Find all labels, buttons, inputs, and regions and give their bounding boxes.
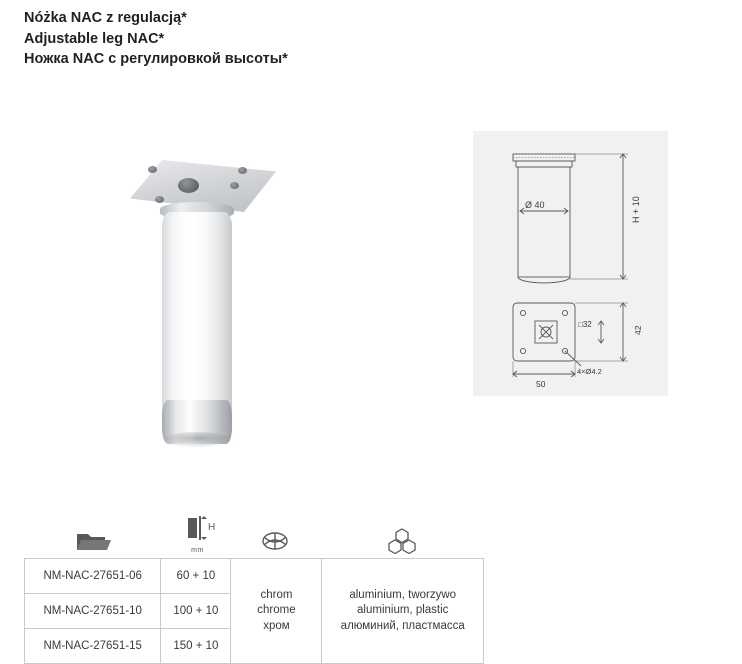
product-variants-table [24, 558, 484, 664]
screw-hole-2 [230, 182, 239, 189]
holes-label: 4×Ø4.2 [577, 367, 602, 376]
screw-hole-4 [238, 167, 247, 174]
code-icon-cell [24, 528, 164, 558]
leg-shadow [160, 432, 234, 448]
finish-icon-cell [231, 528, 319, 558]
cell-code: NM-NAC-27651-06 [25, 559, 161, 594]
width-label: 50 [536, 379, 546, 389]
technical-drawing-svg [473, 131, 668, 396]
specification-table [24, 508, 504, 664]
finish-line-en: chrome [257, 604, 296, 617]
svg-text:H: H [207, 522, 215, 533]
cell-height: 100 + 10 [161, 594, 231, 629]
finish-swatch-icon [258, 528, 292, 554]
screw-hole-1 [148, 166, 157, 173]
units-label: mm [191, 547, 204, 554]
diameter-label: Ø 40 [525, 200, 545, 210]
cell-code: NM-NAC-27651-15 [25, 629, 161, 664]
finish-line-pl: chrom [260, 588, 293, 601]
title-ru: Ножка NAC с регулировкой высоты* [24, 51, 288, 68]
technical-drawing-panel [473, 131, 668, 396]
cell-height: 60 + 10 [161, 559, 231, 594]
height-icon-cell [164, 514, 231, 558]
product-titles [24, 8, 288, 70]
table-icon-header-row [24, 508, 504, 558]
cell-code: NM-NAC-27651-10 [25, 594, 161, 629]
folder-icon [75, 528, 113, 554]
table-row [25, 559, 484, 594]
height-label: H + 10 [631, 196, 641, 223]
title-pl: Nóżka NAC z regulacją* [24, 10, 187, 26]
cell-finish [231, 559, 322, 664]
cell-material [322, 559, 484, 664]
material-cubes-icon [385, 526, 419, 554]
center-hole [178, 178, 199, 193]
title-en: Adjustable leg NAC* [24, 30, 165, 47]
finish-line-ru: хром [263, 619, 290, 632]
square-label: □32 [578, 320, 592, 329]
material-line-pl: aluminium, tworzywo [349, 588, 457, 601]
material-line-ru: алюминий, пластмасса [340, 619, 465, 632]
material-icon-cell [319, 526, 484, 558]
depth-label: 42 [633, 325, 643, 335]
material-line-en: aluminium, plastic [357, 604, 449, 617]
height-gauge-icon [180, 514, 216, 542]
screw-hole-3 [155, 196, 164, 203]
product-photo [110, 150, 310, 400]
cell-height: 150 + 10 [161, 629, 231, 664]
